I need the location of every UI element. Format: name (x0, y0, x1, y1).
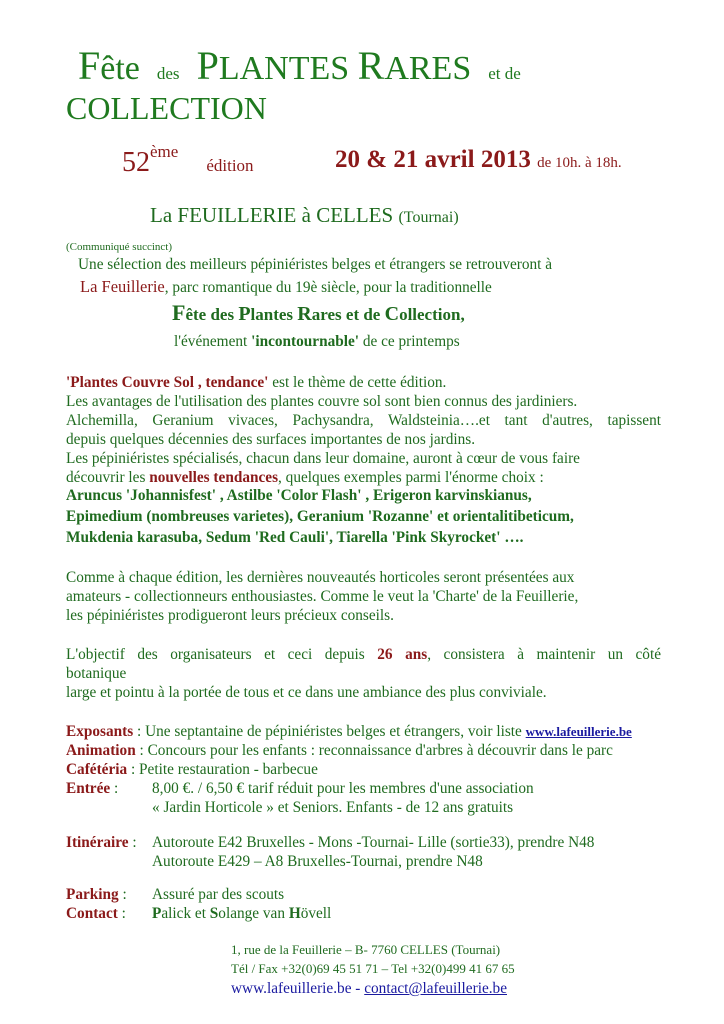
itineraire-l1: Autoroute E42 Bruxelles - Mons -Tournai- Lille (sortie33), prendre N48 (152, 834, 595, 851)
contact-ovell: övell (300, 905, 332, 922)
title-word-etde: et de (488, 64, 521, 83)
page-title-line2: COLLECTION (66, 90, 267, 126)
location-sub: (Tournai) (398, 209, 459, 226)
contact-label: Contact (66, 905, 118, 922)
fete-ete: ête des (185, 305, 239, 324)
exposants-line (66, 722, 632, 741)
feuillerie-name: La Feuillerie (80, 277, 165, 296)
fete-r: R (297, 303, 312, 325)
edition-num: 52 (122, 147, 150, 178)
intro-line4-a: l'événement (174, 333, 252, 350)
theme-p4: Les pépiniéristes spécialisés, chacun dans leur domaine, auront à cœur de vous faire (66, 450, 580, 467)
entree-label-line (66, 779, 118, 798)
incontournable: 'incontournable' (251, 333, 360, 350)
contact-names (152, 904, 331, 923)
plants-line3: Mukdenia karasuba, Sedum 'Red Cauli', Tiarella 'Pink Skyrocket' …. (66, 529, 524, 546)
contact-p: P (152, 905, 162, 922)
entree-l2: « Jardin Horticole » et Seniors. Enfants - de 12 ans gratuits (152, 799, 514, 816)
fete-f: F (172, 300, 186, 325)
para3-a: L'objectif des organisateurs et ceci depuis (66, 646, 378, 663)
footer-phone: Tél / Fax +32(0)69 45 51 71 – Tel +32(0)499 41 67 65 (231, 961, 515, 976)
itineraire-label-line (66, 833, 137, 852)
intro-line2 (80, 277, 492, 297)
para3-l2: botanique (66, 665, 127, 682)
para3-c: , consistera à maintenir un côté (427, 646, 661, 663)
parking-label-line (66, 885, 127, 904)
title-word-des: des (156, 64, 180, 83)
edition-word: édition (206, 156, 254, 175)
intro-line4 (174, 332, 460, 351)
title-word-ares: ARES (384, 50, 472, 87)
years-count: 26 ans (377, 646, 428, 663)
theme-p5-c: , quelques exemples parmi l'énorme choix : (278, 469, 544, 486)
footer-address: 1, rue de la Feuillerie – B- 7760 CELLES (Tournai) (231, 942, 501, 957)
contact-label-line (66, 904, 126, 923)
title-letter-r: R (357, 43, 385, 88)
theme-p2: Alchemilla, Geranium vivaces, Pachysandra, Waldsteinia….et tant d'autres, tapissent (66, 412, 661, 429)
theme-title: 'Plantes Couvre Sol , tendance' (66, 374, 269, 391)
intro-line1: Une sélection des meilleurs pépiniéristes belges et étrangers se retrouveront à (78, 256, 553, 273)
para2-l2: amateurs - collectionneurs enthousiastes. Comme le veut la 'Charte' de la Feuillerie, (66, 588, 579, 605)
theme-p1: Les avantages de l'utilisation des plantes couvre sol sont bien connus des jardiniers. (66, 393, 578, 410)
exposants-link[interactable]: www.lafeuillerie.be (525, 724, 632, 739)
nouvelles-tendances: nouvelles tendances (149, 469, 279, 486)
animation-label: Animation (66, 742, 136, 759)
event-location (150, 203, 459, 228)
cafeteria-text: : Petite restauration - barbecue (127, 761, 318, 778)
contact-s: S (209, 905, 219, 922)
contact-colon: : (117, 905, 126, 922)
title-word-ete: ête (100, 50, 140, 87)
footer-sep: - (351, 980, 365, 997)
contact-alick: alick et (161, 905, 210, 922)
animation-line (66, 741, 613, 760)
page-title-line1 (78, 42, 521, 89)
itineraire-colon: : (128, 834, 137, 851)
cafeteria-label: Cafétéria (66, 761, 128, 778)
para2-l1: Comme à chaque édition, les dernières nouveautés horticoles seront présentées aux (66, 569, 575, 586)
theme-p5-a: découvrir les (66, 469, 150, 486)
footer-site-link[interactable]: www.lafeuillerie.be (231, 980, 352, 997)
entree-label: Entrée (66, 780, 111, 797)
title-letter-p: P (196, 43, 219, 88)
footer-links (231, 980, 507, 998)
itineraire-label: Itinéraire (66, 834, 129, 851)
para3-l3: large et pointu à la portée de tous et ce dans une ambiance des plus conviviale. (66, 684, 547, 701)
communique-note: (Communiqué succinct) (66, 241, 173, 253)
fete-c: C (384, 303, 400, 325)
parking-colon: : (118, 886, 127, 903)
intro-line2-rest: , parc romantique du 19è siècle, pour la traditionnelle (164, 279, 492, 296)
parking-text: Assuré par des scouts (152, 886, 285, 903)
theme-p3: depuis quelques décennies des surfaces importantes de nos jardins. (66, 431, 476, 448)
entree-l1: 8,00 €. / 6,50 € tarif réduit pour les membres d'une association (152, 780, 534, 797)
parking-label: Parking (66, 886, 119, 903)
plants-line1: Aruncus 'Johannisfest' , Astilbe 'Color Flash' , Erigeron karvinskianus, (66, 487, 532, 504)
footer-email-link[interactable]: contact@lafeuillerie.be (364, 980, 507, 997)
dates-hours: de 10h. à 18h. (537, 155, 622, 171)
edition-sup: ème (150, 142, 179, 161)
exposants-label: Exposants (66, 723, 134, 740)
fete-name (172, 300, 465, 326)
title-word-lantes: LANTES (218, 50, 350, 87)
exposants-text: : Une septantaine de pépiniéristes belges et étrangers, voir liste (133, 723, 526, 740)
dates-main: 20 & 21 avril 2013 (335, 146, 531, 173)
fete-p: P (238, 303, 251, 325)
event-dates (335, 146, 622, 174)
entree-colon: : (110, 780, 119, 797)
edition-number (122, 142, 254, 179)
plants-line2: Epimedium (nombreuses varietes), Geranium 'Rozanne' et orientalitibeticum, (66, 508, 574, 525)
location-main: La FEUILLERIE à CELLES (150, 203, 394, 227)
fete-ollection: ollection, (399, 305, 465, 324)
contact-h: H (288, 905, 301, 922)
contact-olange: olange van (218, 905, 289, 922)
para3-l1 (66, 645, 661, 664)
para2-l3: les pépiniéristes prodigueront leurs précieux conseils. (66, 607, 394, 624)
itineraire-l2: Autoroute E429 – A8 Bruxelles-Tournai, prendre N48 (152, 853, 483, 870)
theme-p5 (66, 468, 544, 487)
cafeteria-line (66, 760, 318, 779)
fete-lantes: lantes (250, 305, 298, 324)
theme-rest: est le thème de cette édition. (268, 374, 447, 391)
animation-text: : Concours pour les enfants : reconnaissance d'arbres à découvrir dans le parc (135, 742, 613, 759)
intro-line4-c: de ce printemps (359, 333, 460, 350)
theme-line (66, 373, 446, 392)
fete-ares: ares et de (311, 305, 385, 324)
title-letter-f: F (78, 43, 101, 88)
